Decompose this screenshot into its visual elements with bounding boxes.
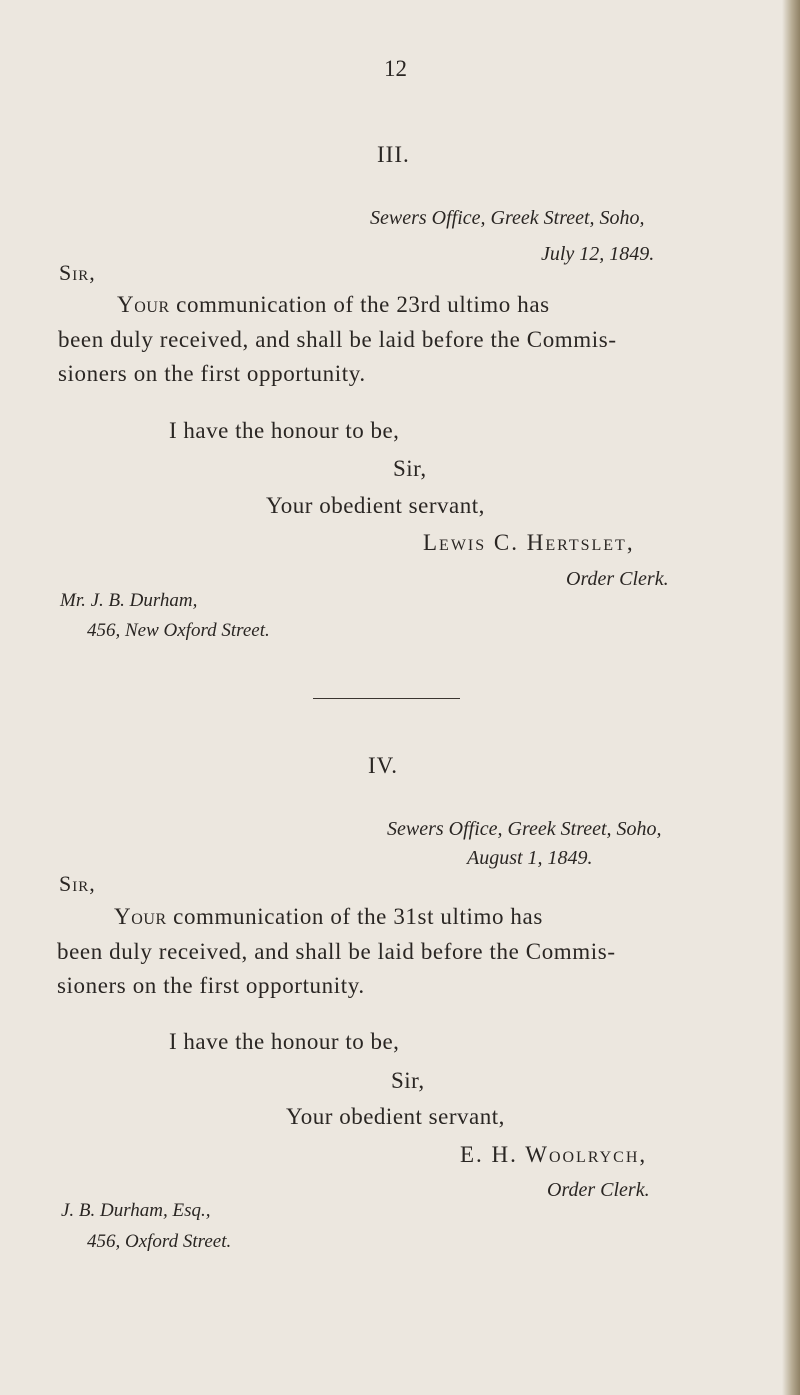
body-lead-word: Your <box>114 904 167 929</box>
addressee: J. B. Durham, Esq., <box>61 1200 211 1221</box>
letter-salutation: Sir, <box>59 260 96 285</box>
letter-date: July 12, 1849. <box>541 243 655 265</box>
body-line-rest: communication of the 31st ultimo has <box>166 904 543 929</box>
page-number: 12 <box>384 56 407 81</box>
address: 456, Oxford Street. <box>87 1231 232 1252</box>
closing-line: Your obedient servant, <box>266 493 485 518</box>
signature: Lewis C. Hertslet, <box>423 530 635 555</box>
address: 456, New Oxford Street. <box>87 620 270 641</box>
closing-line: Sir, <box>393 456 427 481</box>
letter-numeral: IV. <box>368 753 399 778</box>
signature-title: Order Clerk. <box>547 1179 650 1201</box>
body-line: sioners on the first opportunity. <box>58 361 366 386</box>
letter-place: Sewers Office, Greek Street, Soho, <box>370 207 645 229</box>
letter-salutation: Sir, <box>59 871 96 896</box>
body-lead-word: Your <box>117 292 170 317</box>
body-line: been duly received, and shall be laid before the Commis- <box>57 939 616 964</box>
body-line-rest: communication of the 23rd ultimo has <box>169 292 550 317</box>
section-divider <box>313 698 460 699</box>
body-line: sioners on the first opportunity. <box>57 973 365 998</box>
closing-line: Sir, <box>391 1068 425 1093</box>
page-edge-shadow <box>782 0 800 1395</box>
addressee: Mr. J. B. Durham, <box>60 590 198 611</box>
closing-line: I have the honour to be, <box>169 418 400 443</box>
closing-line: Your obedient servant, <box>286 1104 505 1129</box>
signature: E. H. Woolrych, <box>460 1142 648 1167</box>
letter-date: August 1, 1849. <box>467 847 593 869</box>
body-line <box>114 904 543 930</box>
letter-numeral: III. <box>377 142 410 167</box>
letter-place: Sewers Office, Greek Street, Soho, <box>387 818 662 840</box>
body-line <box>117 292 550 318</box>
body-line: been duly received, and shall be laid before the Commis- <box>58 327 617 352</box>
closing-line: I have the honour to be, <box>169 1029 400 1054</box>
signature-title: Order Clerk. <box>566 568 669 590</box>
